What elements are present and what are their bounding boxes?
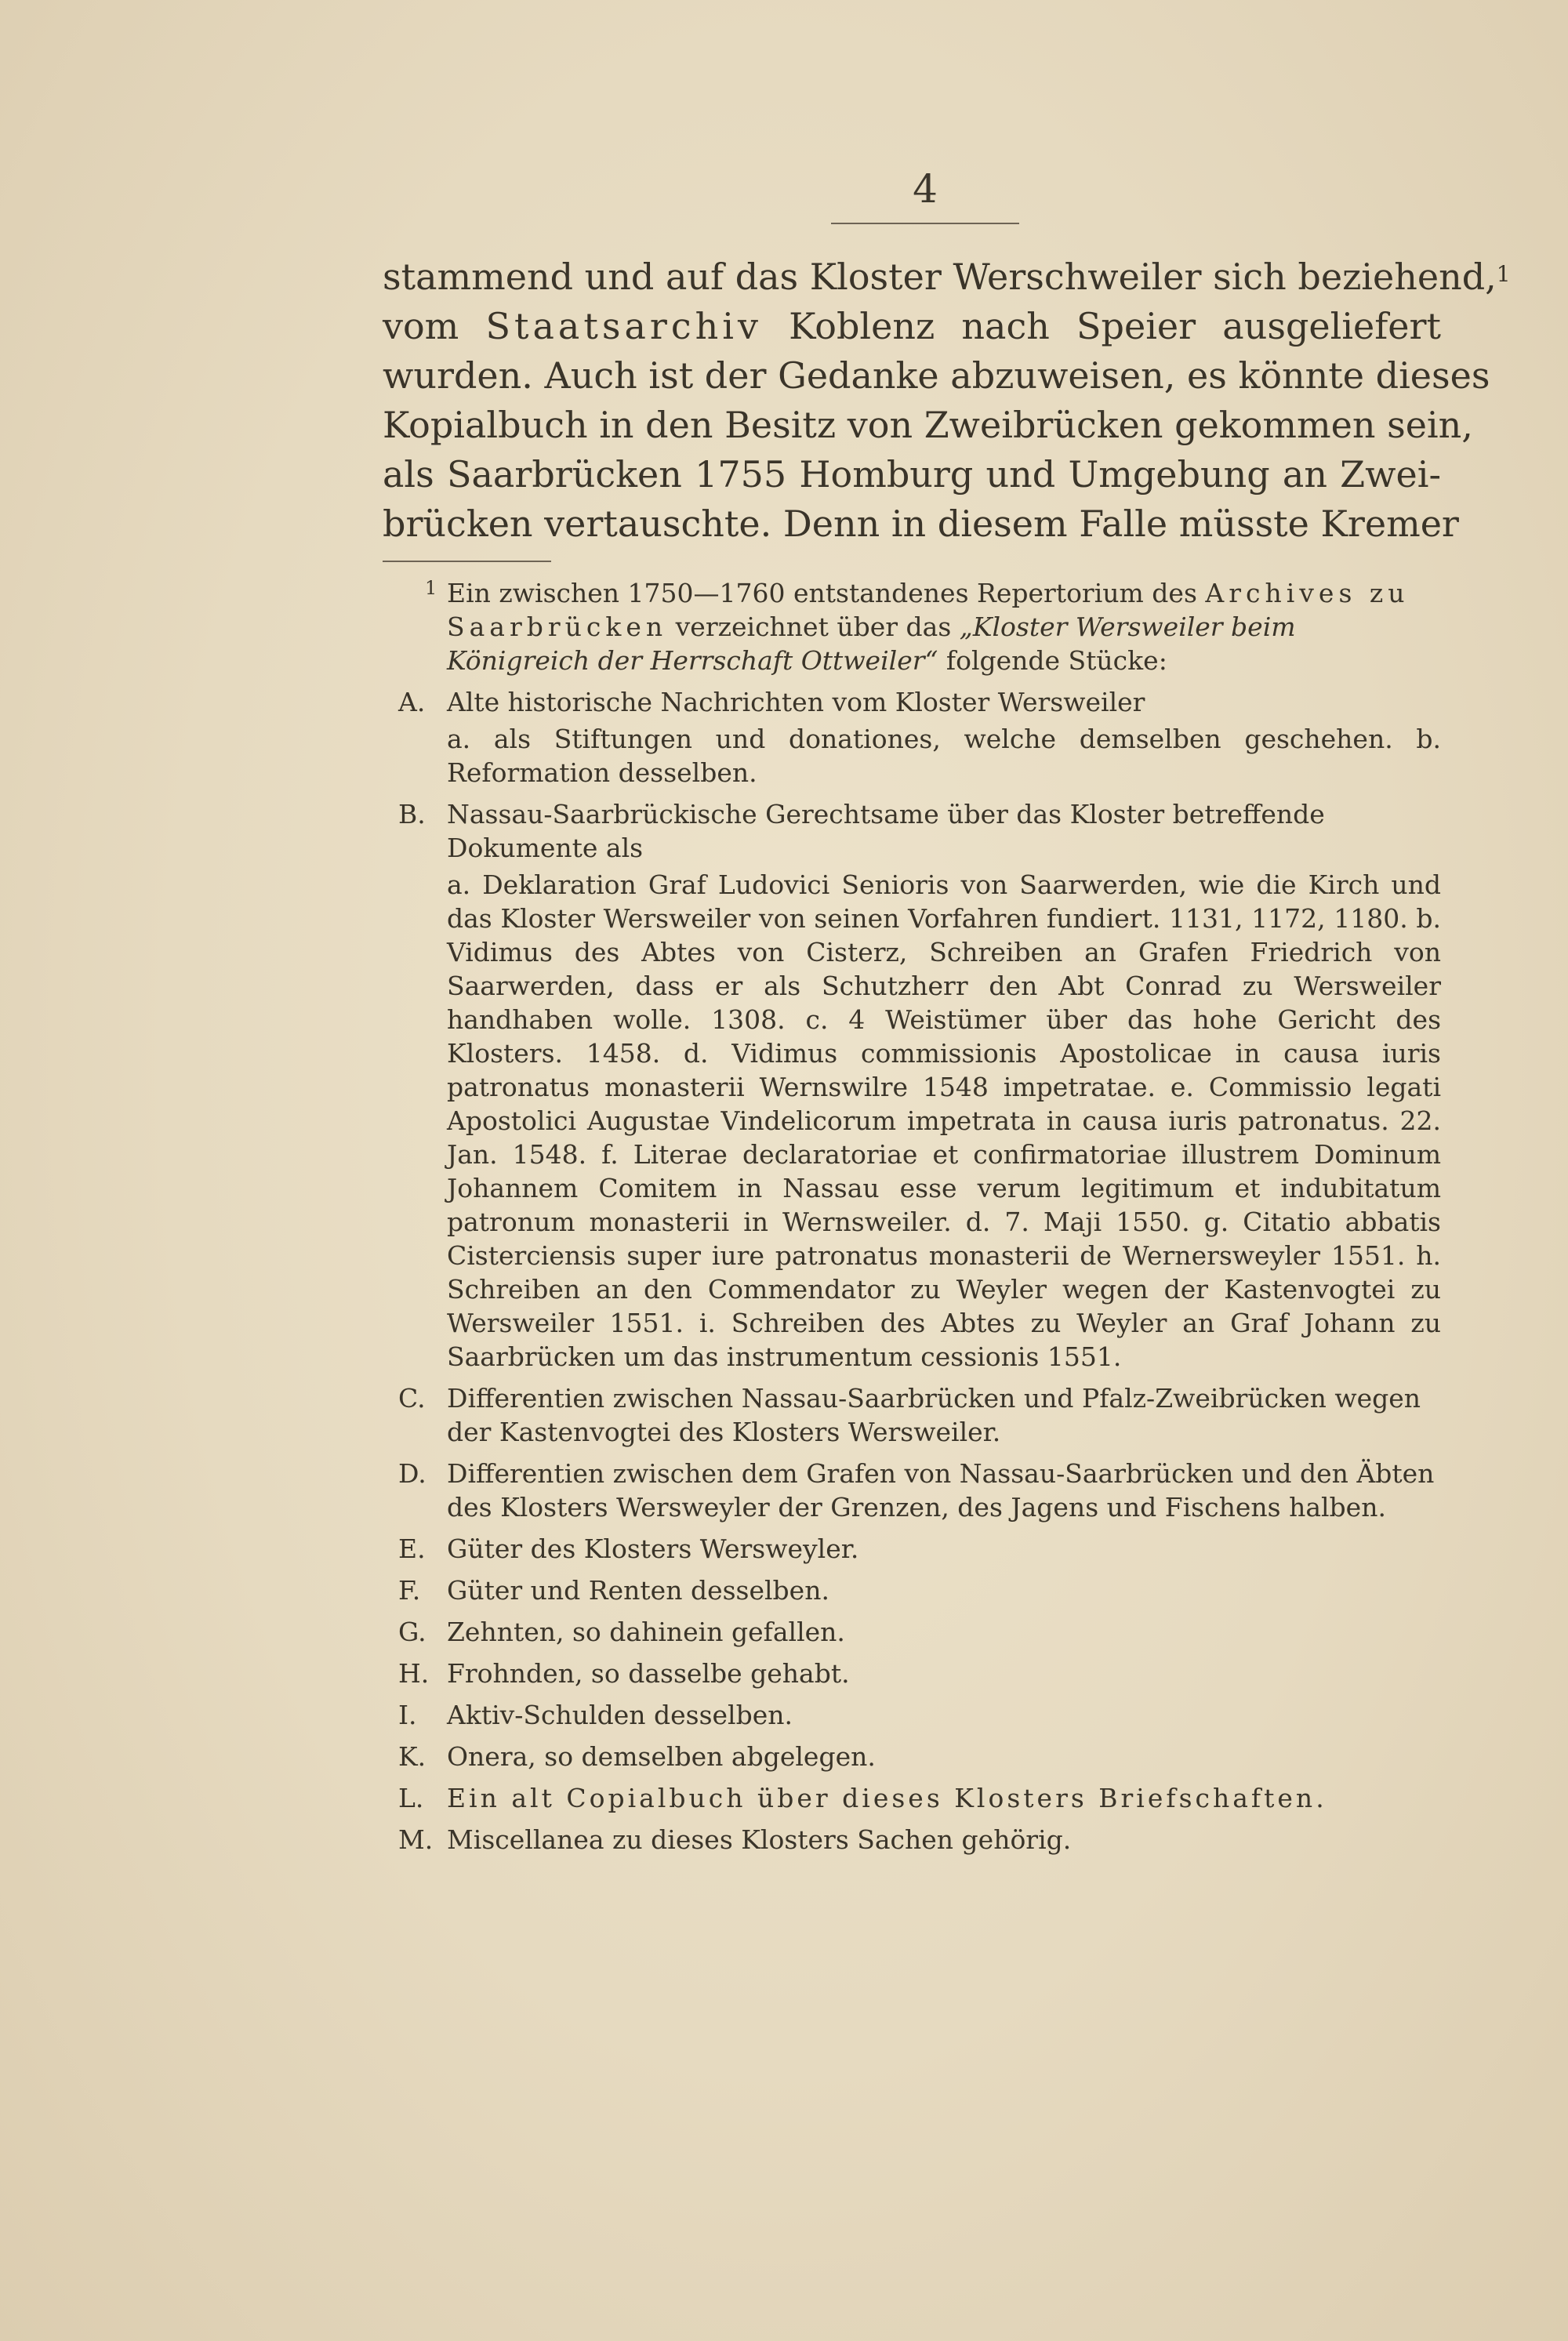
entry-text: Zehnten, so dahinein gefallen. — [447, 1617, 845, 1647]
entry-text: Alte historische Nachrichten vom Kloster Wersweiler — [447, 687, 1145, 717]
main-text-line-5: als Saarbrücken 1755 Homburg und Umgebung an Zwei- — [383, 453, 1441, 495]
entry-letter: M. — [398, 1824, 434, 1855]
page-number-rule — [831, 223, 1019, 224]
footnote-entry-i — [383, 1698, 1441, 1732]
footnote — [383, 576, 1441, 1856]
entry-text: Aktiv-Schulden desselben. — [447, 1700, 793, 1730]
entry-text: Miscellanea zu dieses Klosters Sachen gehörig. — [447, 1824, 1072, 1855]
entry-text: Frohnden, so dasselbe gehabt. — [447, 1658, 850, 1689]
main-text-line-1 — [383, 252, 1511, 302]
main-text-line-6: brücken vertauschte. Denn in diesem Falle müsste Kremer — [383, 503, 1459, 545]
main-text-block — [383, 252, 1511, 549]
entry-letter: H. — [398, 1658, 430, 1689]
main-text-line-2-spaced: Staatsarchiv — [485, 305, 762, 347]
footnote-intro-a: Ein zwischen 1750—1760 entstandenes Repertorium des — [447, 578, 1197, 608]
entry-letter: I. — [398, 1700, 417, 1730]
entry-letter: B. — [398, 799, 426, 829]
entry-letter: A. — [398, 687, 426, 717]
footnote-entry-b — [383, 797, 1441, 1374]
entry-letter: C. — [398, 1383, 426, 1414]
footnote-entry-k — [383, 1740, 1441, 1773]
footnote-entry-c — [383, 1381, 1441, 1449]
entry-letter: L. — [398, 1783, 424, 1813]
entry-text: Güter des Klosters Wersweyler. — [447, 1533, 859, 1564]
footnote-entry-g — [383, 1615, 1441, 1649]
entry-letter: D. — [398, 1458, 426, 1489]
footnote-separator — [383, 561, 551, 562]
main-text-line-2-text: Koblenz nach Speier ausgeliefert — [789, 305, 1441, 347]
footnote-entry-l — [383, 1781, 1441, 1815]
entry-letter: F. — [398, 1575, 421, 1606]
entry-subtext: a. Deklaration Graf Ludovici Senioris von Saarwerden, wie die Kirch und das Kloster Wersweiler von seinen Vorfahren fundiert. 1131, 1172, 1180. b. Vidimus des Abtes von Cisterz, Schreiben an Grafen Friedrich von Saarwerden, dass er als Schutzherr den Abt Conrad zu Wersweiler handhaben wolle. 1308. c. 4 Weistümer über das hohe Gericht des Klosters. 1458. d. Vidimus commissionis Apostolicae in causa iuris patronatus monasterii Wernswilre 1548 impetratae. e. Commissio legati Apostolici Augustae Vindelicorum impetrata in causa iuris patronatus. 22. Jan. 1548. f. Literae declaratoriae et confirmatoriae illustrem Dominum Johannem Comitem in Nassau esse verum legitimum et indubitatum patronum monasterii in Wernsweiler. d. 7. Maji 1550. g. Citatio abbatis Cisterciensis super iure patronatus monasterii de Wernersweyler 1551. h. Schreiben an den Commendator zu Weyler wegen der Kastenvogtei zu Wersweiler 1551. i. Schreiben des Abtes zu Weyler an Graf Johann zu Saarbrücken um das instrumentum cessionis 1551. — [447, 869, 1441, 1372]
entry-letter: G. — [398, 1617, 426, 1647]
footnote-intro-italic: „Kloster Wersweiler beim Königreich der Herrschaft Ottweiler“ — [447, 612, 1296, 676]
footnote-intro-c: folgende Stücke: — [946, 645, 1167, 676]
footnote-intro — [383, 576, 1441, 677]
footnote-entry-f — [383, 1573, 1441, 1607]
entry-letter: K. — [398, 1741, 426, 1772]
page-number: 4 — [913, 166, 938, 212]
main-text-line-1-text: stammend und auf das Kloster Werschweiler sich beziehend, — [383, 256, 1497, 298]
main-text-line-2-prefix: vom — [383, 305, 459, 347]
footnote-entry-h — [383, 1657, 1441, 1690]
footnote-intro-b: verzeichnet über das — [675, 612, 952, 642]
footnote-entry-e — [383, 1532, 1441, 1566]
entry-text: Differentien zwischen dem Grafen von Nassau-Saarbrücken und den Äbten des Klosters Wersweyler der Grenzen, des Jagens und Fischens halben. — [447, 1458, 1435, 1523]
entry-text: Güter und Renten desselben. — [447, 1575, 829, 1606]
main-text-line-3: wurden. Auch ist der Gedanke abzuweisen, es könnte dieses — [383, 354, 1490, 397]
entry-letter: E. — [398, 1533, 426, 1564]
footnote-marker: 1 — [425, 577, 437, 599]
footnote-entry-d — [383, 1457, 1441, 1524]
entry-subtext: a. als Stiftungen und donationes, welche demselben geschehen. b. Reformation desselben. — [447, 724, 1441, 788]
entry-text: Ein alt Copialbuch über dieses Klosters Briefschaften. — [447, 1783, 1327, 1813]
entry-text: Nassau-Saarbrückische Gerechtsame über das Kloster betreffende Dokumente als — [447, 799, 1325, 863]
entry-text: Differentien zwischen Nassau-Saarbrücken und Pfalz-Zweibrücken wegen der Kastenvogtei des Klosters Wersweiler. — [447, 1383, 1421, 1447]
footnote-reference: 1 — [1496, 261, 1511, 287]
footnote-intro-spaced: Archives zu Saarbrücken — [447, 578, 1410, 642]
entry-text: Onera, so demselben abgelegen. — [447, 1741, 876, 1772]
footnote-entry-a — [383, 685, 1441, 789]
footnote-entry-m — [383, 1823, 1441, 1856]
main-text-line-4: Kopialbuch in den Besitz von Zweibrücken gekommen sein, — [383, 404, 1473, 446]
main-text-line-2 — [383, 302, 1441, 351]
